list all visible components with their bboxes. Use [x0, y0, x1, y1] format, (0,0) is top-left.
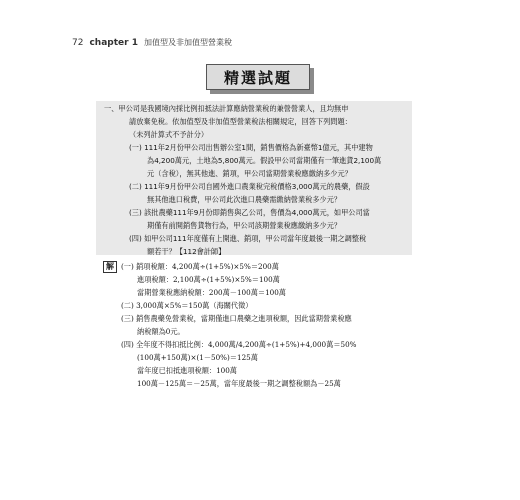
- chapter-label: chapter 1: [89, 38, 138, 48]
- question-line: (四) 如甲公司111年度僅有上開進、銷項，甲公司當年度最後一期之調整稅: [129, 234, 367, 243]
- question-line: 一、甲公司是我國境內採比例扣抵法計算應納營業稅的兼營營業人，且均無申: [104, 104, 349, 113]
- question-line: (二) 111年9月份甲公司自國外進口農業稅完稅價格3,000萬元的農藥，假設: [129, 182, 370, 191]
- answer-line: 當年度已扣抵進項稅額：100萬: [137, 366, 237, 375]
- question-line: 元（含稅），無其他進、銷項，甲公司當期營業稅應繳納多少元？: [147, 169, 352, 178]
- answer-line: 100萬－125萬＝－25萬，當年度最後一期之調整稅額為－25萬: [137, 379, 341, 388]
- banner-title: 精選試題: [206, 64, 310, 90]
- question-line: 期僅有前開銷售貨物行為，甲公司該期營業稅應繳納多少元？: [147, 221, 342, 230]
- answer-line: 進項稅額：2,100萬÷(1+5%)×5%＝100萬: [137, 275, 280, 284]
- chapter-title: 加值型及非加值型營業稅: [143, 38, 232, 47]
- answer-line: (100萬+150萬)×(1－50%)＝125萬: [137, 353, 258, 362]
- question-line: 請放棄免稅。依加值型及非加值型營業稅法相關規定，回答下列問題：: [129, 117, 352, 126]
- question-line: （未列計算式不予計分）: [129, 130, 209, 139]
- question-line: (三) 該批農藥111年9月份即銷售與乙公司，售價為4,000萬元，如甲公司當: [129, 208, 370, 217]
- section-banner: [206, 64, 314, 94]
- answer-line: (四) 全年度不得扣抵比例：4,000萬/4,200萬÷(1+5%)+4,000萬＝50%: [121, 340, 357, 349]
- question-line: (一) 111年2月份甲公司出售辦公室1間，銷售價格為新臺幣1億元，其中建物: [129, 143, 373, 152]
- question-line: 無其他進口稅費，甲公司此次進口農藥需繳納營業稅多少元？: [147, 195, 342, 204]
- answer-line: (三) 銷售農藥免營業稅，當期僅進口農藥之進項稅額，因此當期營業稅應: [121, 314, 352, 323]
- answer-line: 當期營業稅應納稅額：200萬－100萬＝100萬: [137, 288, 286, 297]
- question-line: 額若干？【112會計師】: [147, 247, 226, 256]
- running-head: [72, 37, 232, 48]
- answer-line: 納稅額為0元。: [137, 327, 185, 336]
- answer-icon: 解: [103, 261, 117, 273]
- page-number: 72: [72, 38, 84, 48]
- answer-line: (二) 3,000萬×5%＝150萬（海關代徵）: [121, 301, 253, 310]
- question-line: 為4,200萬元，土地為5,800萬元。假設甲公司當期僅有一筆進貨2,100萬: [147, 156, 382, 165]
- answer-line: (一) 銷項稅額：4,200萬÷(1+5%)×5%＝200萬: [121, 262, 279, 271]
